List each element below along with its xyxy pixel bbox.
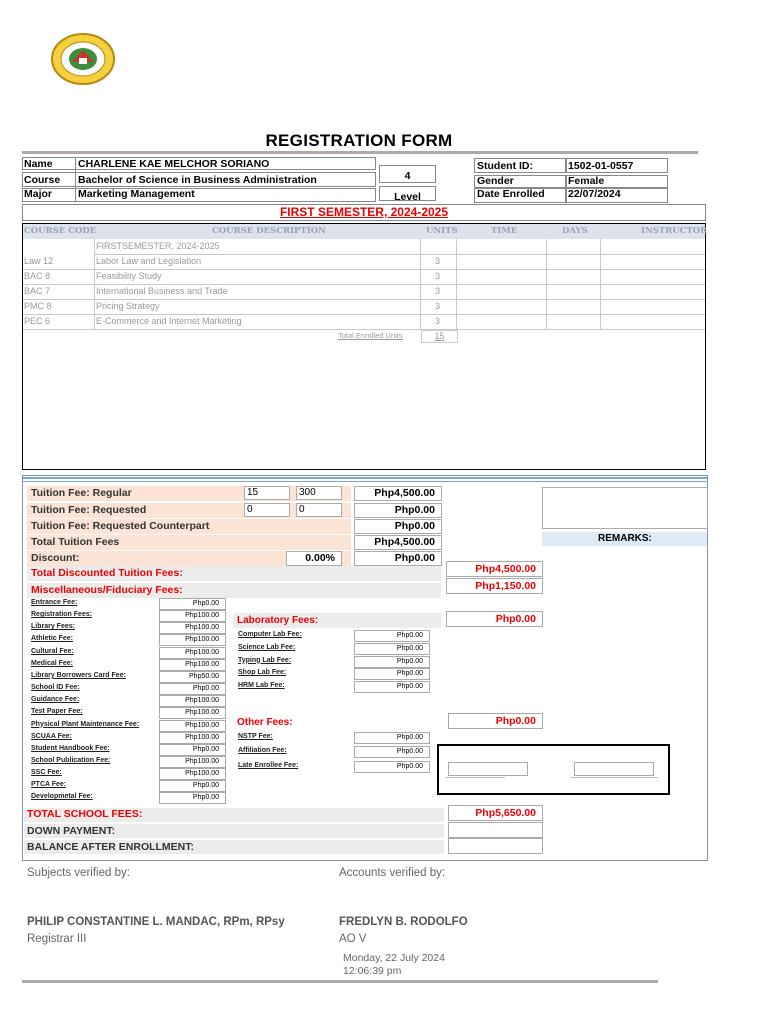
registrar-name: PHILIP CONSTANTINE L. MANDAC, RPm, RPsy [27, 916, 285, 928]
total-tuition-amount: Php4,500.00 [354, 535, 442, 550]
grid-line [23, 314, 705, 315]
fee-item-label: Computer Lab Fee: [238, 631, 302, 638]
fee-item-label: SSC Fee: [31, 769, 62, 777]
fee-item-amount: Php100.00 [159, 720, 226, 732]
student-id-label: Student ID: [477, 160, 533, 172]
course-units: 3 [435, 301, 441, 311]
accounts-officer-name: FREDLYN B. RODOLFO [339, 916, 468, 928]
fee-item-label: Library Fees: [31, 623, 75, 631]
fee-item-amount: Php100.00 [159, 647, 226, 659]
student-id: 1502-01-0557 [568, 160, 634, 172]
fee-item-label: Cultural Fee: [31, 647, 74, 655]
fee-item-amount: Php0.00 [354, 643, 430, 655]
lab-fees-label: Laboratory Fees: [237, 615, 319, 626]
fee-item-amount: Php100.00 [159, 659, 226, 671]
tuition-regular-amount: Php4,500.00 [354, 486, 442, 501]
course-table-header [23, 224, 708, 239]
accounts-officer-title: AO V [339, 933, 367, 945]
print-time: 12:06:39 pm [343, 965, 402, 977]
fee-item-amount: Php100.00 [159, 768, 226, 780]
header-time: TIME [491, 226, 518, 236]
course-group-label: FIRSTSEMESTER, 2024-2025 [96, 241, 220, 251]
header-course-description: COURSE DESCRIPTION [212, 226, 326, 236]
level-value: 4 [404, 170, 411, 182]
student-course: Bachelor of Science in Business Administration [78, 174, 317, 186]
fee-item-amount: Php100.00 [159, 695, 226, 707]
fee-item-amount: Php100.00 [159, 732, 226, 744]
fee-item-label: School Publication Fee: [31, 756, 111, 764]
fee-item-label: SCUAA Fee: [31, 732, 72, 740]
level-value-box [379, 165, 436, 183]
fee-item-amount: Php0.00 [159, 780, 226, 792]
fee-item-amount: Php100.00 [159, 634, 226, 646]
course-code: PMC 8 [24, 301, 52, 311]
tuition-counterpart-amount: Php0.00 [354, 519, 442, 534]
lab-fees-total: Php0.00 [446, 611, 543, 627]
student-gender: Female [568, 175, 605, 187]
fee-item-amount: Php0.00 [354, 732, 430, 744]
print-date: Monday, 22 July 2024 [343, 952, 445, 964]
fee-item-label: Physical Plant Maintenance Fee: [31, 720, 140, 728]
discounted-tuition-amount: Php4,500.00 [446, 561, 543, 577]
fee-item-amount: Php0.00 [159, 683, 226, 695]
signature-line [570, 777, 658, 778]
major-label: Major [24, 188, 53, 200]
accounts-verified-label: Accounts verified by: [339, 867, 446, 879]
fee-item-amount: Php0.00 [354, 761, 430, 773]
total-units-label: Total Enrolled Units [338, 331, 403, 340]
total-school-fees-label: TOTAL SCHOOL FEES: [27, 808, 143, 820]
bottom-divider [22, 980, 658, 983]
fee-item-label: Library Borrowers Card Fee: [31, 671, 126, 679]
course-units: 3 [435, 286, 441, 296]
fee-item-label: Test Paper Fee: [31, 708, 83, 716]
fee-item-amount: Php0.00 [354, 668, 430, 680]
course-description: International Business and Trade [96, 286, 228, 296]
college-seal-logo [50, 32, 116, 86]
course-code: Law 12 [24, 256, 54, 266]
discount-label: Discount: [31, 552, 80, 564]
tuition-requested-units: 0 [244, 503, 290, 517]
course-description: Pricing Strategy [96, 301, 160, 311]
down-payment-field[interactable] [448, 822, 543, 838]
course-units: 3 [435, 316, 441, 326]
fee-item-amount: Php50.00 [159, 671, 226, 683]
header-instructor: INSTRUCTOR [641, 226, 708, 236]
tuition-requested-amount: Php0.00 [354, 503, 442, 518]
course-code: BAC 8 [24, 271, 51, 281]
other-fees-total: Php0.00 [448, 713, 543, 729]
level-label-box [379, 186, 436, 201]
grid-line [23, 284, 705, 285]
fee-item-label: HRM Lab Fee: [238, 682, 285, 690]
other-fees-label: Other Fees: [237, 717, 293, 728]
remarks-box[interactable] [542, 487, 708, 529]
tuition-regular-units: 15 [244, 486, 290, 500]
fee-item-label: Late Enrollee Fee: [238, 762, 299, 769]
fee-item-label: Medical Fee: [31, 659, 74, 667]
fee-item-label: Registration Fees: [31, 611, 93, 619]
fee-item-amount: Php100.00 [159, 756, 226, 768]
total-tuition-label: Total Tuition Fees [31, 536, 120, 548]
fee-item-label: Developmetal Fee: [31, 793, 93, 801]
fee-item-amount: Php0.00 [354, 656, 430, 668]
signature-field[interactable] [574, 762, 654, 776]
title-divider [22, 151, 698, 154]
label-separator [75, 157, 76, 202]
discount-amount: Php0.00 [354, 551, 442, 566]
header-days: DAYS [562, 226, 588, 236]
fee-item-label: Student Handbook Fee: [31, 744, 110, 752]
grid-line [94, 254, 705, 255]
registrar-title: Registrar III [27, 933, 87, 945]
signature-field[interactable] [448, 762, 528, 776]
level-label: Level [394, 191, 421, 203]
header-units: UNITS [426, 226, 458, 236]
tuition-regular-label: Tuition Fee: Regular [31, 487, 132, 499]
grid-line [23, 329, 705, 330]
balance-field[interactable] [448, 838, 543, 854]
fee-item-label: Typing Lab Fee: [238, 656, 292, 664]
fee-item-amount: Php0.00 [159, 792, 226, 804]
fee-item-amount: Php0.00 [354, 630, 430, 642]
gender-label: Gender [477, 175, 514, 187]
fee-item-label: Athletic Fee: [31, 635, 74, 643]
course-label: Course [24, 174, 61, 186]
fee-item-amount: Php0.00 [159, 598, 226, 610]
remarks-label: REMARKS: [598, 533, 652, 544]
fees-top-rule [23, 477, 707, 479]
course-units: 3 [435, 256, 441, 266]
fee-item-amount: Php100.00 [159, 610, 226, 622]
form-title: REGISTRATION FORM [265, 131, 453, 150]
course-description: Labor Law and Legislation [96, 256, 202, 266]
fee-item-amount: Php100.00 [159, 707, 226, 719]
fee-item-label: Entrance Fee: [31, 599, 78, 606]
fees-top-rule [23, 481, 707, 482]
course-code: BAC 7 [24, 286, 51, 296]
fee-item-label: Guidance Fee: [31, 696, 80, 704]
name-label: Name [24, 158, 53, 170]
grid-line [23, 269, 705, 270]
semester-title: FIRST SEMESTER, 2024-2025 [279, 205, 449, 219]
fee-item-label: School ID Fee: [31, 684, 80, 692]
signature-line [445, 777, 505, 778]
misc-fees-total: Php1,150.00 [446, 578, 543, 594]
course-units: 3 [435, 271, 441, 281]
discounted-tuition-label: Total Discounted Tuition Fees: [31, 567, 183, 579]
grid-line [23, 299, 705, 300]
fee-item-label: Science Lab Fee: [238, 643, 296, 651]
fee-item-label: Affiliation Fee: [238, 747, 287, 754]
down-payment-label: DOWN PAYMENT: [27, 825, 116, 837]
fee-item-amount: Php0.00 [354, 746, 430, 758]
total-units-value: 15 [421, 330, 458, 343]
discount-percent: 0.00% [286, 551, 342, 566]
tuition-requested-label: Tuition Fee: Requested [31, 504, 147, 516]
fee-item-label: NSTP Fee: [238, 733, 273, 740]
course-description: Feasibility Study [96, 271, 162, 281]
fee-item-amount: Php0.00 [159, 744, 226, 756]
date-enrolled-label: Date Enrolled [477, 188, 545, 200]
tuition-requested-rate: 0 [296, 503, 342, 517]
tuition-regular-rate: 300 [296, 486, 342, 500]
tuition-counterpart-label: Tuition Fee: Requested Counterpart [31, 520, 210, 532]
subjects-verified-label: Subjects verified by: [27, 867, 130, 879]
student-major: Marketing Management [78, 188, 195, 200]
student-name: CHARLENE KAE MELCHOR SORIANO [78, 158, 270, 170]
date-enrolled: 22/07/2024 [568, 188, 621, 200]
misc-fees-label: Miscellaneous/Fiduciary Fees: [31, 584, 183, 596]
total-school-fees-amount: Php5,650.00 [448, 805, 543, 821]
fee-item-amount: Php0.00 [354, 681, 430, 693]
header-course-code: COURSE CODE [24, 226, 97, 236]
balance-label: BALANCE AFTER ENROLLMENT: [27, 841, 195, 853]
course-description: E-Commerce and Internet Marketing [96, 316, 242, 326]
fee-item-label: PTCA Fee: [31, 781, 67, 789]
fee-item-amount: Php100.00 [159, 622, 226, 634]
fee-item-label: Shop Lab Fee: [238, 669, 287, 677]
course-code: PEC 6 [24, 316, 51, 326]
